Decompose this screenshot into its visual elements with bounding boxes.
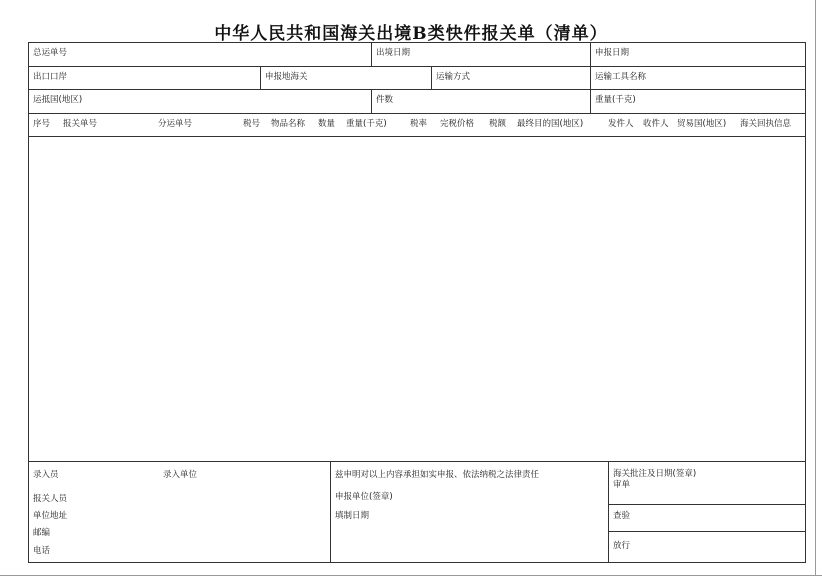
col-divider	[431, 66, 432, 89]
col-header: 海关回执信息	[740, 119, 792, 129]
phone-label: 电话	[33, 546, 51, 556]
declarant-label: 报关人员	[33, 494, 68, 504]
dest-country-label: 运抵国(地区)	[33, 95, 83, 105]
declare-customs-label: 申报地海关	[265, 72, 308, 82]
row-divider	[28, 89, 806, 90]
col-header: 物品名称	[271, 119, 306, 129]
customs-approval-label: 海关批注及日期(签章)	[613, 469, 697, 479]
col-header: 分运单号	[158, 119, 193, 129]
declaration-text: 兹申明对以上内容承担如实申报、依法纳税之法律责任	[335, 470, 540, 480]
form-title: 中华人民共和国海关出境B类快件报关单（清单）	[214, 24, 608, 44]
release-label: 放行	[613, 541, 631, 551]
col-divider	[371, 42, 372, 66]
entry-unit-label: 录入单位	[163, 470, 198, 480]
exit-port-label: 出口口岸	[33, 72, 68, 82]
col-divider	[590, 42, 591, 66]
col-header: 税号	[243, 119, 261, 129]
declare-date-label: 申报日期	[595, 48, 630, 58]
col-header: 序号	[33, 119, 51, 129]
col-header: 收件人	[643, 119, 669, 129]
unit-address-label: 单位地址	[33, 511, 68, 521]
col-header: 贸易国(地区)	[677, 119, 727, 129]
fill-date-label: 填制日期	[335, 511, 370, 521]
row-divider	[28, 461, 806, 462]
col-header: 税率	[410, 119, 428, 129]
gross-weight-label: 重量(千克)	[595, 95, 636, 105]
col-divider	[590, 89, 591, 113]
transport-mode-label: 运输方式	[436, 72, 471, 82]
col-divider	[590, 66, 591, 89]
row-divider	[608, 504, 806, 505]
pieces-label: 件数	[376, 95, 394, 105]
row-divider	[28, 113, 806, 114]
col-header: 完税价格	[440, 119, 475, 129]
transport-name-label: 运输工具名称	[595, 72, 647, 82]
col-divider	[608, 461, 609, 563]
total-waybill-label: 总运单号	[33, 48, 68, 58]
col-header: 最终目的国(地区)	[517, 119, 584, 129]
col-header: 报关单号	[63, 119, 98, 129]
col-divider	[330, 461, 331, 563]
inspection-label: 查验	[613, 511, 631, 521]
row-divider	[28, 136, 806, 137]
row-divider	[28, 66, 806, 67]
col-header: 发件人	[608, 119, 634, 129]
review-label: 审单	[613, 480, 631, 490]
row-divider	[608, 531, 806, 532]
col-divider	[260, 66, 261, 89]
col-header: 税额	[489, 119, 507, 129]
declaring-unit-label: 申报单位(签章)	[335, 492, 393, 502]
entry-clerk-label: 录入员	[33, 470, 59, 480]
page-edge	[815, 0, 816, 576]
exit-date-label: 出境日期	[376, 48, 411, 58]
postcode-label: 邮编	[33, 528, 51, 538]
col-header: 数量	[318, 119, 336, 129]
col-header: 重量(千克)	[346, 119, 387, 129]
col-divider	[371, 89, 372, 113]
